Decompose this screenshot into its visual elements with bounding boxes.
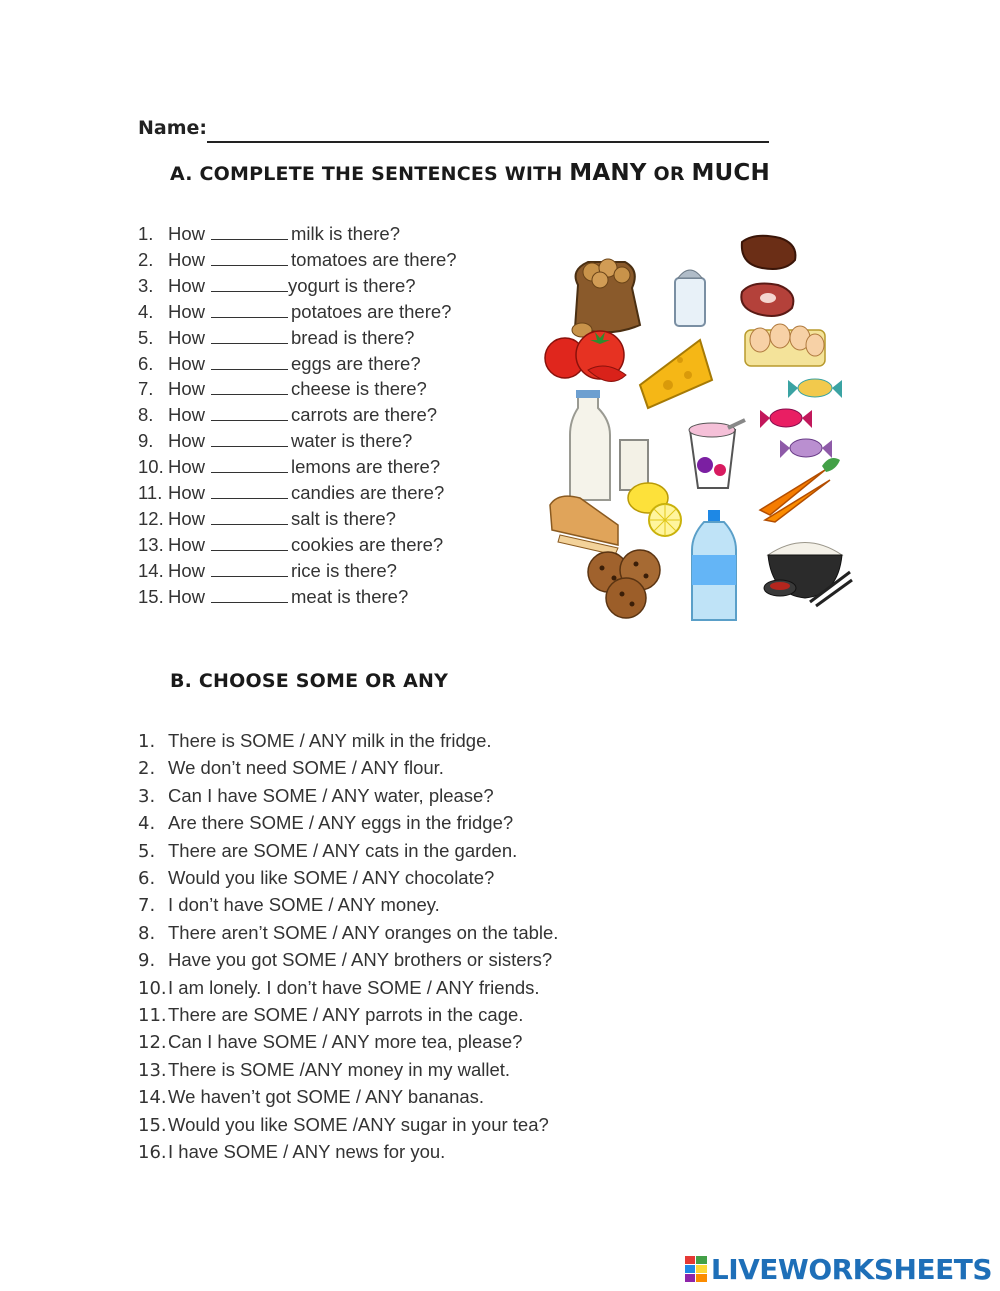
eggs-icon (745, 324, 825, 366)
name-label: Name: (138, 117, 208, 139)
answer-blank[interactable] (211, 380, 288, 395)
word-or: OR (646, 163, 692, 185)
item-number: 6. (138, 868, 156, 889)
question-number: 14. (138, 560, 164, 581)
logo-block (696, 1265, 707, 1273)
answer-blank[interactable] (211, 355, 288, 370)
how-word: How (168, 249, 206, 270)
logo-block (685, 1265, 696, 1273)
choice-b-row (138, 1004, 523, 1026)
item-sentence[interactable]: We don’t need SOME / ANY flour. (168, 757, 444, 778)
question-number: 5. (138, 327, 154, 348)
question-number: 9. (138, 430, 154, 451)
how-word: How (168, 560, 206, 581)
item-number: 2. (138, 758, 156, 779)
item-number: 13. (138, 1060, 167, 1081)
logo-blocks-icon (685, 1256, 707, 1282)
choice-b-row (138, 922, 558, 944)
logo-block (696, 1256, 707, 1264)
lemons-icon (628, 483, 681, 536)
name-input-line[interactable] (207, 141, 769, 143)
question-a-row (138, 223, 400, 247)
how-word: How (168, 534, 206, 555)
how-word: How (168, 327, 206, 348)
choice-b-row (138, 977, 540, 999)
item-number: 14. (138, 1087, 167, 1108)
question-a-row (138, 430, 412, 454)
how-word: How (168, 275, 206, 296)
item-number: 5. (138, 841, 156, 862)
how-word: How (168, 586, 206, 607)
cheese-icon (640, 340, 712, 408)
item-sentence[interactable]: Would you like SOME / ANY chocolate? (168, 867, 495, 888)
question-a-row (138, 586, 408, 610)
question-a-row (138, 404, 437, 428)
answer-blank[interactable] (211, 251, 288, 266)
question-number: 6. (138, 353, 154, 374)
item-number: 3. (138, 786, 156, 807)
choice-b-row (138, 949, 552, 971)
answer-blank[interactable] (211, 536, 288, 551)
carrots-icon (760, 458, 840, 522)
logo-block (685, 1274, 696, 1282)
question-a-row (138, 456, 440, 480)
choice-b-row (138, 1141, 445, 1163)
question-a-row (138, 508, 396, 532)
answer-blank[interactable] (211, 225, 288, 240)
item-sentence[interactable]: Can I have SOME / ANY more tea, please? (168, 1031, 523, 1052)
question-rest: bread is there? (291, 327, 415, 348)
question-a-row (138, 378, 427, 402)
item-sentence[interactable]: Would you like SOME /ANY sugar in your tea? (168, 1114, 549, 1135)
food-illustration (540, 230, 860, 625)
salt-shaker-icon (675, 270, 705, 326)
question-number: 8. (138, 404, 154, 425)
how-word: How (168, 223, 206, 244)
question-a-row (138, 482, 444, 506)
question-a-row (138, 301, 451, 325)
logo-text: LIVEWORKSHEETS (710, 1252, 992, 1286)
question-rest: lemons are there? (291, 456, 441, 477)
logo-block (696, 1274, 707, 1282)
question-number: 7. (138, 378, 154, 399)
answer-blank[interactable] (211, 510, 288, 525)
item-number: 1. (138, 731, 156, 752)
question-number: 13. (138, 534, 164, 555)
how-word: How (168, 508, 206, 529)
item-sentence[interactable]: Have you got SOME / ANY brothers or sisters? (168, 949, 553, 970)
choice-b-row (138, 757, 444, 779)
choice-b-row (138, 1086, 484, 1108)
question-number: 4. (138, 301, 154, 322)
rice-bowl-icon (764, 543, 852, 607)
word-many: MANY (569, 160, 647, 186)
answer-blank[interactable] (211, 588, 288, 603)
bread-icon (550, 496, 618, 555)
liveworksheets-logo (685, 1252, 992, 1286)
item-sentence[interactable]: There aren’t SOME / ANY oranges on the table. (168, 922, 559, 943)
choice-b-row (138, 894, 440, 916)
choice-b-row (138, 840, 517, 862)
question-rest: eggs are there? (291, 353, 421, 374)
answer-blank[interactable] (211, 432, 288, 447)
question-a-row (138, 534, 443, 558)
choice-b-row (138, 1059, 510, 1081)
tomatoes-icon (545, 331, 626, 381)
choice-b-row (138, 1031, 522, 1053)
how-word: How (168, 404, 206, 425)
choice-b-row (138, 730, 492, 752)
question-rest: tomatoes are there? (291, 249, 457, 270)
question-rest: milk is there? (291, 223, 400, 244)
answer-blank[interactable] (211, 562, 288, 577)
candies-icon (760, 379, 842, 458)
item-sentence[interactable]: I am lonely. I don’t have SOME / ANY friends. (168, 977, 540, 998)
item-sentence[interactable]: I don’t have SOME / ANY money. (168, 894, 440, 915)
question-rest: salt is there? (291, 508, 396, 529)
item-number: 4. (138, 813, 156, 834)
question-a-row (138, 560, 397, 584)
question-number: 3. (138, 275, 154, 296)
how-word: How (168, 353, 206, 374)
word-much: MUCH (691, 160, 770, 186)
question-a-row (138, 353, 421, 377)
question-rest: potatoes are there? (291, 301, 452, 322)
answer-blank[interactable] (211, 329, 288, 344)
item-number: 10. (138, 978, 167, 999)
item-number: 16. (138, 1142, 167, 1163)
question-number: 11. (138, 482, 163, 503)
how-word: How (168, 378, 206, 399)
item-sentence[interactable]: There is SOME / ANY milk in the fridge. (168, 730, 492, 751)
question-number: 15. (138, 586, 164, 607)
question-rest: cookies are there? (291, 534, 444, 555)
question-rest: candies are there? (291, 482, 445, 503)
section-a-prefix: A. COMPLETE THE SENTENCES WITH (170, 163, 570, 185)
question-number: 2. (138, 249, 154, 270)
item-sentence[interactable]: We haven’t got SOME / ANY bananas. (168, 1086, 485, 1107)
question-rest: yogurt is there? (288, 275, 416, 296)
how-word: How (168, 456, 206, 477)
milk-icon (570, 390, 648, 500)
how-word: How (168, 430, 206, 451)
item-number: 11. (138, 1005, 167, 1026)
how-word: How (168, 301, 206, 322)
how-word: How (168, 482, 206, 503)
choice-b-row (138, 785, 494, 807)
item-number: 12. (138, 1032, 167, 1053)
question-number: 1. (138, 223, 154, 244)
item-number: 8. (138, 923, 156, 944)
answer-blank[interactable] (211, 406, 288, 421)
water-bottle-icon (692, 510, 736, 620)
item-sentence[interactable]: I have SOME / ANY news for you. (168, 1141, 446, 1162)
meat-icon (741, 236, 795, 316)
question-rest: water is there? (291, 430, 413, 451)
item-sentence[interactable]: There are SOME / ANY parrots in the cage. (168, 1004, 524, 1025)
item-sentence[interactable]: There is SOME /ANY money in my wallet. (168, 1059, 511, 1080)
item-sentence[interactable]: There are SOME / ANY cats in the garden. (168, 840, 518, 861)
item-number: 7. (138, 895, 156, 916)
logo-block (685, 1256, 696, 1264)
item-number: 9. (138, 950, 156, 971)
question-a-row (138, 275, 416, 299)
choice-b-row (138, 1114, 549, 1136)
choice-b-row (138, 867, 494, 889)
question-rest: meat is there? (291, 586, 409, 607)
question-rest: rice is there? (291, 560, 397, 581)
section-a-heading (170, 160, 770, 186)
item-sentence[interactable]: Can I have SOME / ANY water, please? (168, 785, 494, 806)
question-number: 10. (138, 456, 164, 477)
question-rest: carrots are there? (291, 404, 438, 425)
section-b-heading: B. CHOOSE SOME OR ANY (170, 670, 449, 692)
answer-blank[interactable] (211, 458, 288, 473)
answer-blank[interactable] (211, 484, 288, 499)
answer-blank[interactable] (211, 303, 288, 318)
cookies-icon (588, 550, 660, 618)
question-rest: cheese is there? (291, 378, 427, 399)
yogurt-icon (689, 420, 745, 488)
answer-blank[interactable] (211, 277, 288, 292)
question-number: 12. (138, 508, 164, 529)
item-number: 15. (138, 1115, 167, 1136)
question-a-row (138, 249, 457, 273)
question-a-row (138, 327, 414, 351)
potato-sack-icon (572, 259, 640, 337)
item-sentence[interactable]: Are there SOME / ANY eggs in the fridge? (168, 812, 514, 833)
choice-b-row (138, 812, 513, 834)
